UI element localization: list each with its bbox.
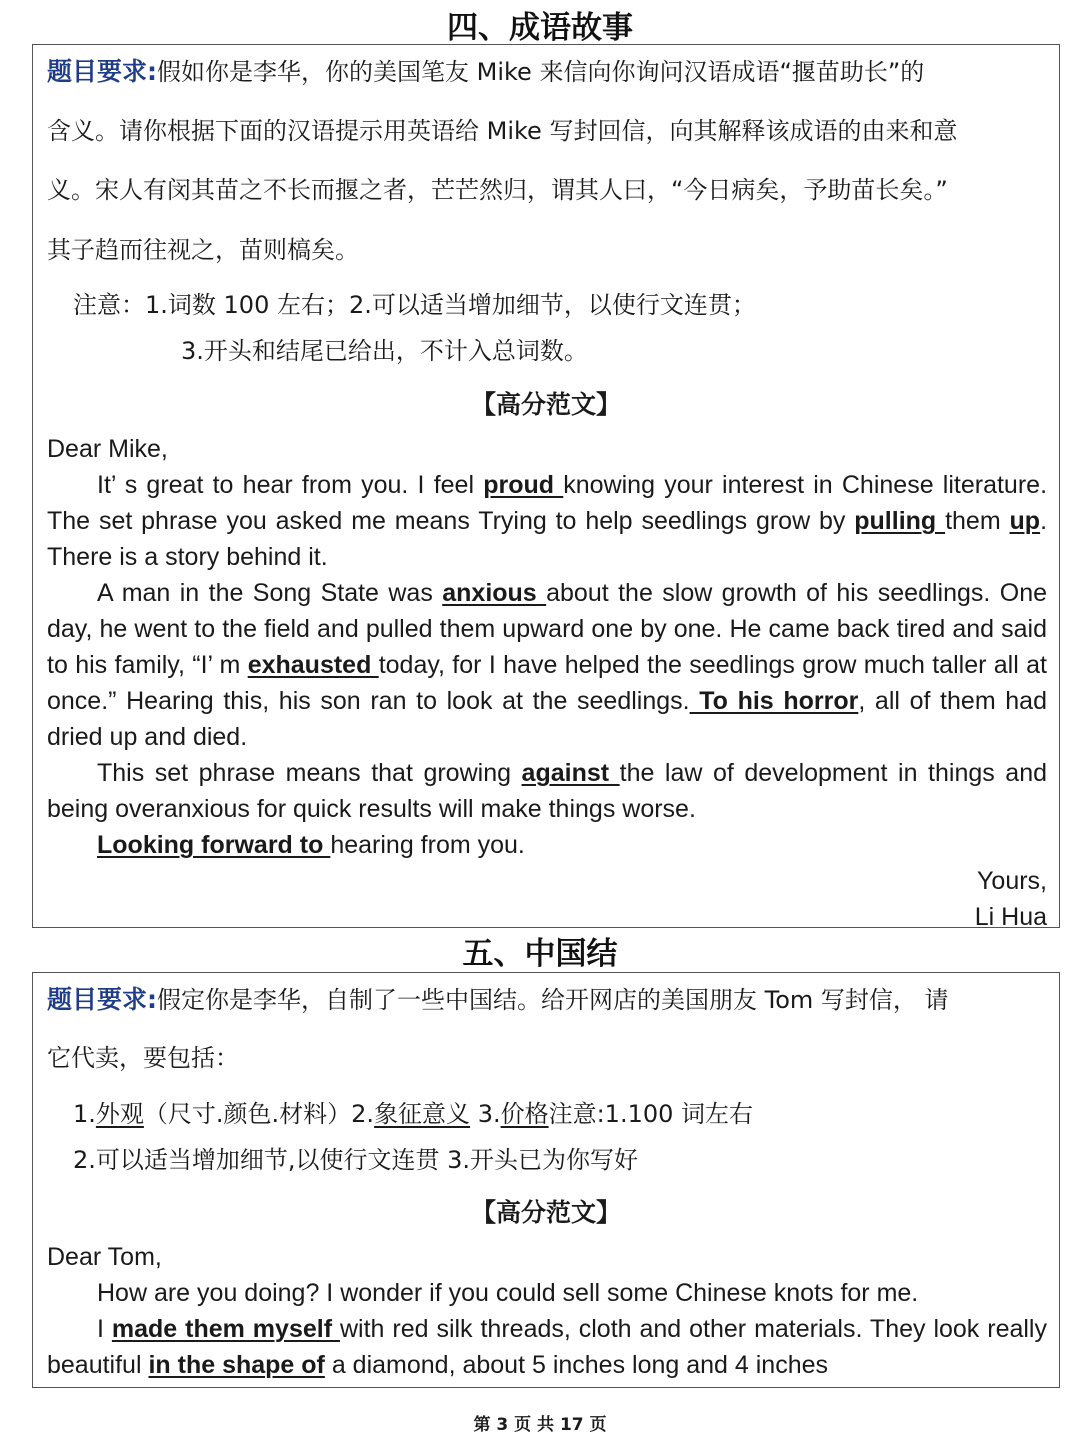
sample-letter xyxy=(47,1239,1047,1383)
letter-paragraph-2: A man in the Song State was anxious about the slow growth of his seedlings. One day, he went to the field and pulled them upward one by one. He came back tired and said to his family, “I’ m exhausted today, for I have helped the seedlings grow much taller all at once.” Hearing this, his son ran to look at the seedlings. To his horror, all of them had dried up and died. xyxy=(47,579,1047,751)
underlined-point: 外观 xyxy=(95,1100,144,1128)
sample-letter xyxy=(47,431,1047,935)
points-line-1: 1.外观（尺寸.颜色.材料）2.象征意义 3.价格注意:1.100 词左右 xyxy=(73,1100,754,1128)
key-phrase: exhausted xyxy=(247,651,379,679)
requirement-label: 题目要求: xyxy=(47,985,157,1014)
page-number: 第 3 页 共 17 页 xyxy=(473,1415,607,1435)
requirement-line-4: 其子趋而往视之，苗则槁矣。 xyxy=(47,236,359,264)
key-phrase: made them myself xyxy=(111,1315,340,1343)
letter-paragraph-1: How are you doing? I wonder if you could sell some Chinese knots for me. xyxy=(97,1279,919,1307)
letter-paragraph-3: This set phrase means that growing against the law of development in things and being overanxious for quick results will make things worse. xyxy=(47,759,1048,823)
requirement-line-1 xyxy=(47,985,949,1015)
key-phrase: against xyxy=(521,759,620,787)
sample-heading: 【高分范文】 xyxy=(470,390,621,419)
letter-greeting: Dear Mike, xyxy=(47,435,168,463)
section-4-title: 四、成语故事 xyxy=(447,10,633,46)
note-line-2: 3.开头和结尾已给出，不计入总词数。 xyxy=(181,337,588,365)
letter-paragraph-4: Looking forward to hearing from you. xyxy=(97,831,525,859)
key-phrase: in the shape of xyxy=(148,1351,325,1379)
section-5-box xyxy=(32,972,1060,1388)
requirement-line-2: 它代卖，要包括： xyxy=(47,1044,239,1072)
key-phrase: Looking forward to xyxy=(97,831,331,859)
key-phrase: proud xyxy=(483,471,564,499)
underlined-point: 价格 xyxy=(500,1100,549,1128)
note-line-1: 注意：1.词数 100 左右；2.可以适当增加细节，以使行文连贯； xyxy=(73,291,756,319)
requirement-line-3: 义。宋人有闵其苗之不长而揠之者，芒芒然归，谓其人曰，“今日病矣，予助苗长矣。” xyxy=(47,176,948,204)
underlined-point: 象征意义 xyxy=(374,1100,471,1128)
letter-greeting: Dear Tom, xyxy=(47,1243,162,1271)
key-phrase: up xyxy=(1009,507,1041,535)
requirement-line-2: 含义。请你根据下面的汉语提示用英语给 Mike 写封回信，向其解释该成语的由来和意 xyxy=(47,117,958,145)
key-phrase: anxious xyxy=(442,579,547,607)
section-5-title: 五、中国结 xyxy=(462,936,618,972)
letter-paragraph-1: It’ s great to hear from you. I feel proud knowing your interest in Chinese literature. The set phrase you asked me means Trying to help seedlings grow by pulling them up. There is a story behind it. xyxy=(47,471,1048,571)
requirement-line-1 xyxy=(47,57,924,87)
requirement-text: 假如你是李华，你的美国笔友 Mike 来信向你询问汉语成语“揠苗助长”的 xyxy=(157,58,925,86)
key-phrase: To his horror xyxy=(689,687,859,715)
letter-signature: Li Hua xyxy=(974,903,1047,931)
letter-closing: Yours, xyxy=(977,867,1047,895)
letter-paragraph-2: I made them myself with red silk threads, cloth and other materials. They look really beautiful in the shape of a diamond, about 5 inches long and 4 inches xyxy=(47,1315,1047,1379)
sample-heading: 【高分范文】 xyxy=(470,1198,621,1227)
requirement-label: 题目要求: xyxy=(47,57,157,86)
requirement-text: 假定你是李华，自制了一些中国结。给开网店的美国朋友 Tom 写封信， 请 xyxy=(157,986,949,1014)
section-4-box xyxy=(32,44,1060,931)
key-phrase: pulling xyxy=(854,507,946,535)
points-line-2: 2.可以适当增加细节,以使行文连贯 3.开头已为你写好 xyxy=(73,1146,639,1174)
